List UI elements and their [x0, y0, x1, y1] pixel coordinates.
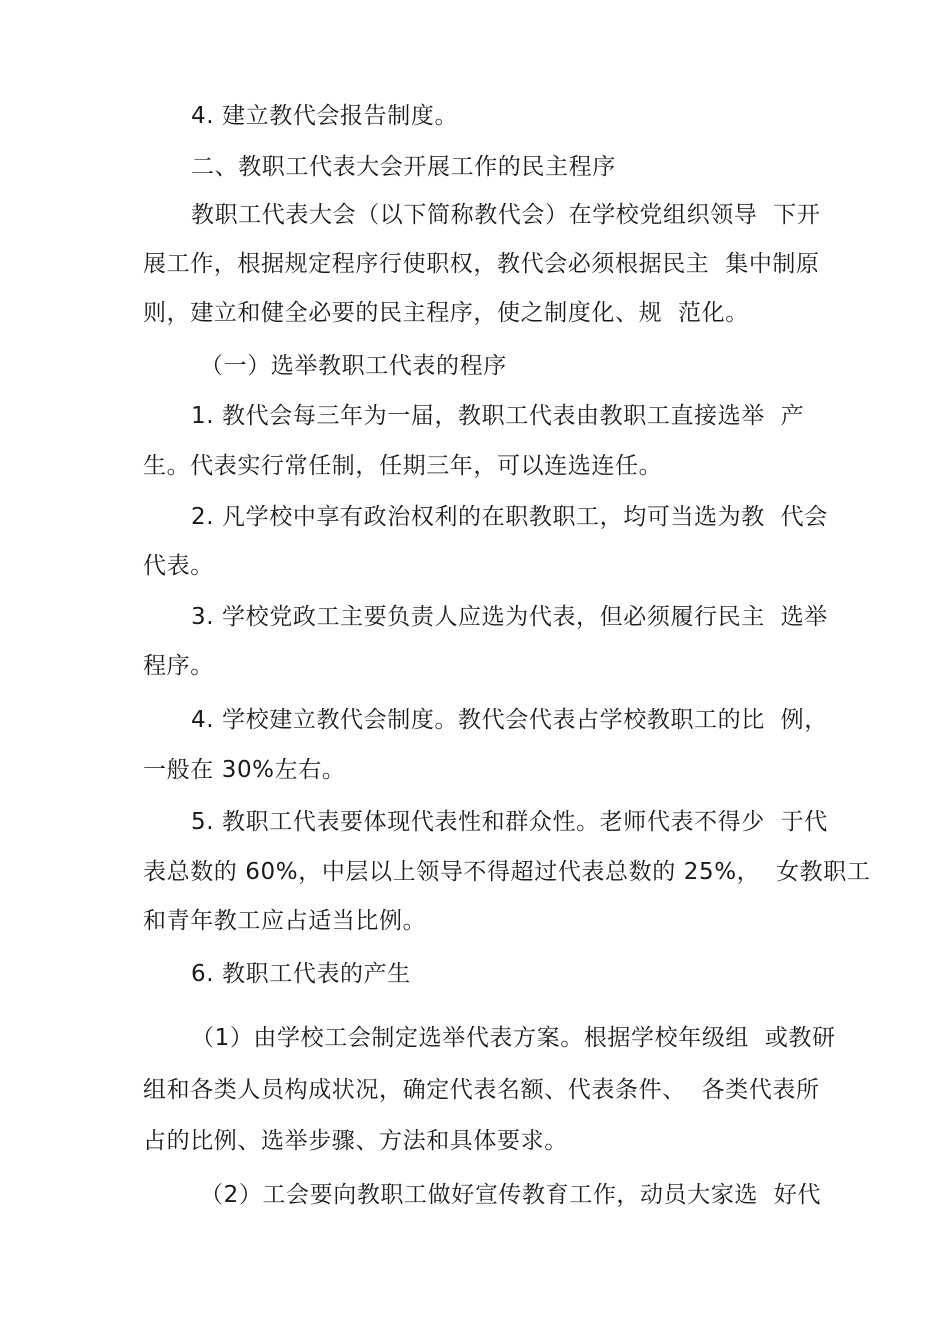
text-line: 则，建立和健全必要的民主程序，使之制度化、规 范化。: [143, 300, 749, 326]
text-line: 和青年教工应占适当比例。: [143, 908, 427, 934]
text-line: 展工作，根据规定程序行使职权，教代会必须根据民主 集中制原: [143, 251, 820, 277]
text-line: 2. 凡学校中享有政治权利的在职教职工，均可当选为教 代会: [191, 504, 828, 530]
subsection-heading: （一）选举教职工代表的程序: [200, 353, 507, 379]
text-line: （1）由学校工会制定选举代表方案。根据学校年级组 或教研: [191, 1025, 836, 1051]
text-line: 4. 建立教代会报告制度。: [191, 103, 459, 129]
text-line: 代表。: [143, 553, 214, 579]
text-line: 一般在 30%左右。: [143, 757, 346, 783]
text-line: （2）工会要向教职工做好宣传教育工作，动员大家选 好代: [200, 1182, 822, 1208]
text-line: 3. 学校党政工主要负责人应选为代表，但必须履行民主 选举: [191, 604, 828, 630]
text-line: 6. 教职工代表的产生: [191, 961, 411, 987]
text-line: 1. 教代会每三年为一届，教职工代表由教职工直接选举 产: [191, 403, 805, 429]
text-line: 占的比例、选举步骤、方法和具体要求。: [143, 1128, 568, 1154]
text-line: 程序。: [143, 653, 214, 679]
text-line: 5. 教职工代表要体现代表性和群众性。老师代表不得少 于代: [191, 809, 828, 835]
text-line: 教职工代表大会（以下简称教代会）在学校党组织领导 下开: [191, 202, 821, 228]
text-line: 生。代表实行常任制，任期三年，可以连选连任。: [143, 453, 663, 479]
text-line: 组和各类人员构成状况，确定代表名额、代表条件、 各类代表所: [143, 1077, 820, 1103]
text-line: 表总数的 60%，中层以上领导不得超过代表总数的 25%， 女教职工: [143, 859, 871, 885]
text-line: 4. 学校建立教代会制度。教代会代表占学校教职工的比 例，: [191, 707, 828, 733]
section-heading: 二、教职工代表大会开展工作的民主程序: [191, 154, 616, 180]
